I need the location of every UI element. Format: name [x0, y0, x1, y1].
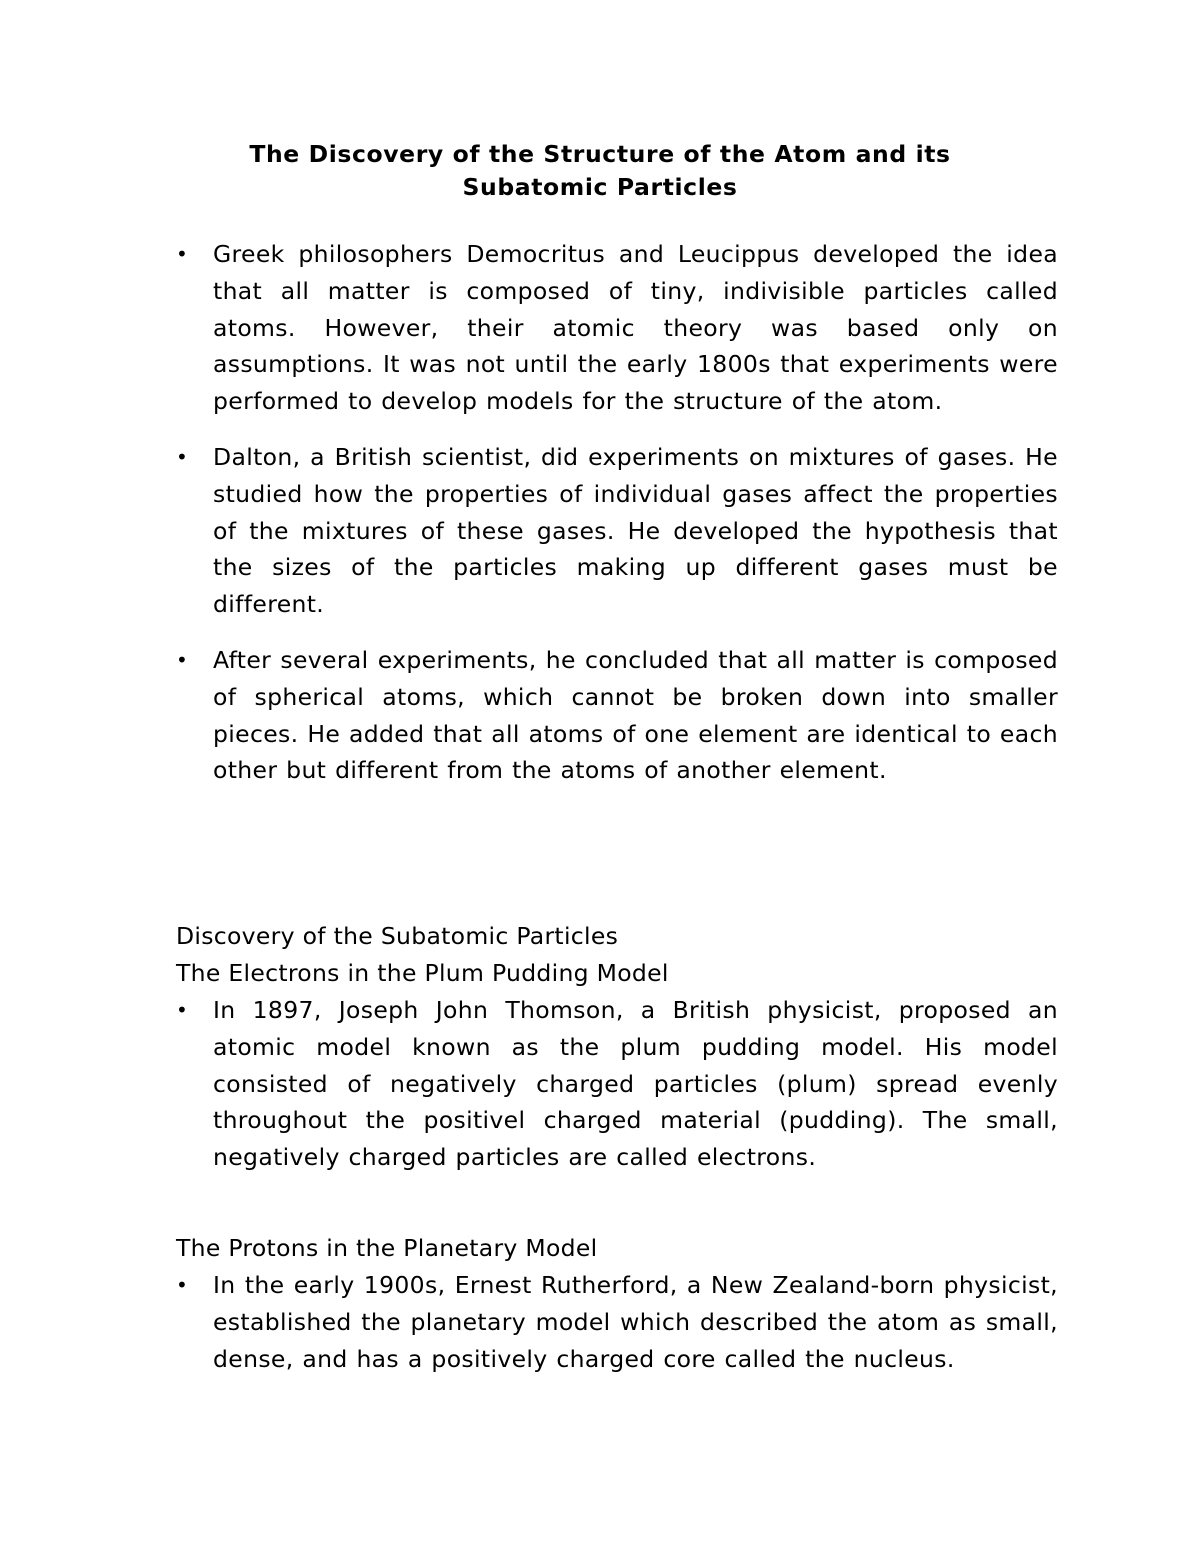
intro-bullet-list [176, 236, 1058, 789]
bullet-icon: • [176, 242, 189, 266]
protons-bullet-list [176, 1267, 1058, 1377]
title-line-2: Subatomic Particles [462, 173, 738, 201]
page-title [150, 138, 1050, 204]
protons-heading: The Protons in the Planetary Model [176, 1234, 598, 1262]
electrons-heading: The Electrons in the Plum Pudding Model [176, 959, 669, 987]
bullet-text: After several experiments, he concluded that all matter is composed of spherical atoms, which cannot be broken down into smaller pieces. He added that all atoms of one element are identical to each other but different from the atoms of another element. [213, 645, 1058, 785]
section-heading: Discovery of the Subatomic Particles [176, 922, 619, 950]
bullet-icon: • [176, 1273, 189, 1297]
bullet-icon: • [176, 998, 189, 1022]
list-item [176, 1267, 1058, 1377]
bullet-icon: • [176, 647, 189, 672]
list-item [176, 236, 1058, 420]
list-item [176, 439, 1058, 623]
bullet-text: In 1897, Joseph John Thomson, a British physicist, proposed an atomic model known as the plum pudding model. His model consisted of negatively charged particles (plum) spread evenly throughout the positivel charged material (pudding). The small, negatively charged particles are called electrons. [213, 996, 1058, 1172]
electrons-bullet-list [176, 992, 1058, 1176]
bullet-text: Greek philosophers Democritus and Leucippus developed the idea that all matter is composed of tiny, indivisible particles called atoms. However, their atomic theory was based only on assumptions. It was not until the early 1800s that experiments were performed to develop models for the structure of the atom. [213, 240, 1058, 416]
list-item [176, 992, 1058, 1176]
title-line-1: The Discovery of the Structure of the Atom and its [249, 140, 951, 168]
bullet-icon: • [176, 444, 189, 469]
list-item [176, 642, 1058, 789]
bullet-text: Dalton, a British scientist, did experiments on mixtures of gases. He studied how the properties of individual gases affect the properties of the mixtures of these gases. He developed the hypothesis that the sizes of the particles making up different gases must be different. [213, 442, 1058, 619]
bullet-text: In the early 1900s, Ernest Rutherford, a New Zealand-born physicist, established the planetary model which described the atom as small, dense, and has a positively charged core called the nucleus. [213, 1271, 1058, 1373]
